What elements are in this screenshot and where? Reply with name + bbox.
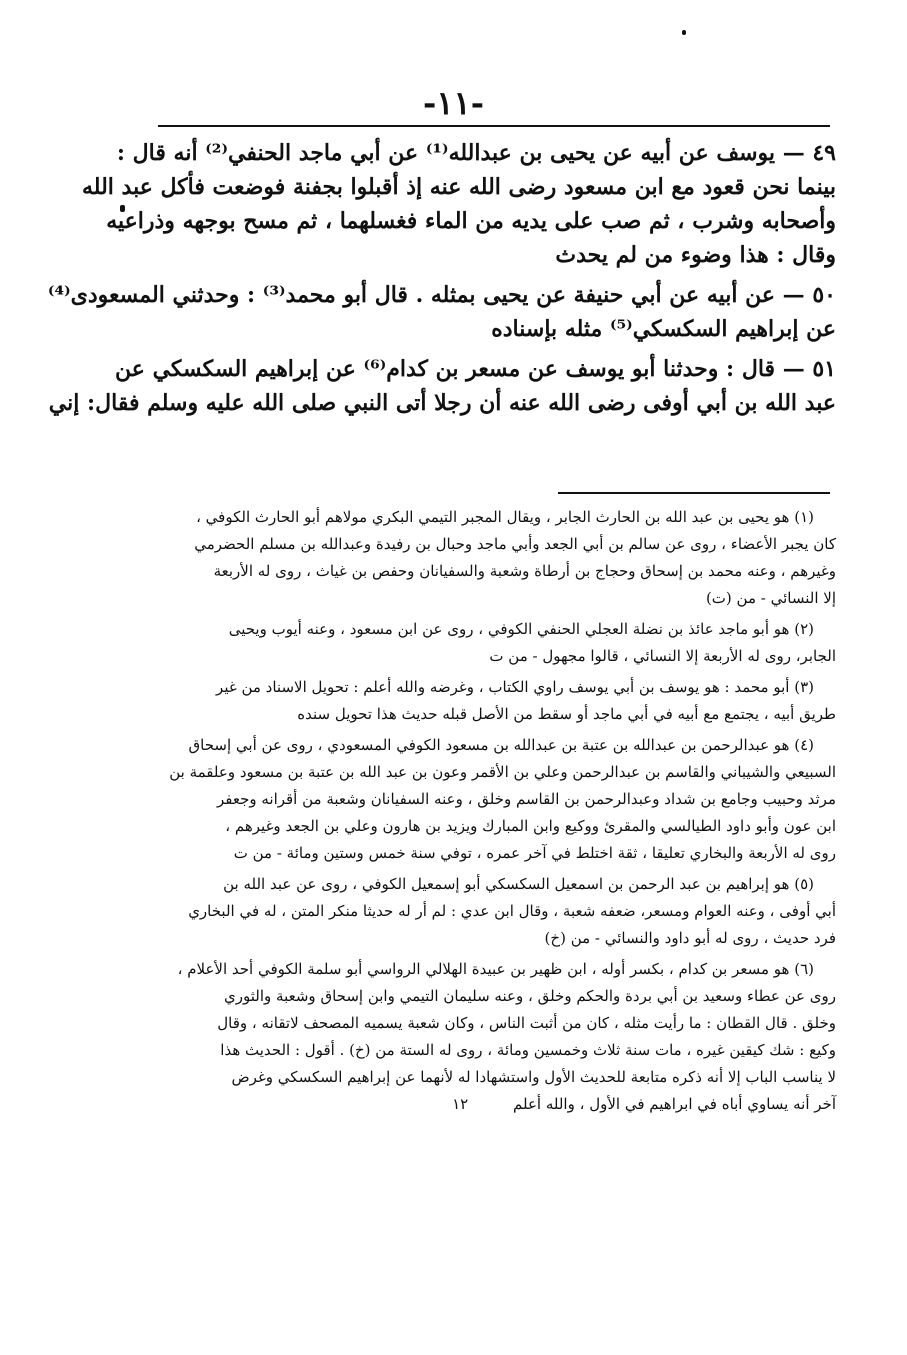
footnote-line: (١) هو يحيى بن عبد الله بن الحارث الجابر ، ويقال المجبر التيمي البكري مولاهم أبو الحارث الكوفي ، — [196, 508, 814, 526]
main-line: عن إبراهيم السكسكي⁽⁵⁾ مثله بإسناده — [491, 316, 836, 342]
main-line: بينما نحن قعود مع ابن مسعود رضى الله عنه إذ أقبلوا بجفنة فوضعت فأكل عبد الله — [82, 174, 836, 200]
footnote-line: طريق أبيه ، يجتمع مع أبيه في أبي ماجد أو سقط من الأصل قبله حديث هذا تحويل سنده — [297, 705, 836, 723]
footnote-line: إلا النسائي - من (ت) — [705, 589, 836, 607]
footnote-5 — [112, 871, 836, 952]
footnote-6 — [112, 956, 836, 1118]
main-line: وقال : هذا وضوء من لم يحدث — [555, 242, 836, 268]
footnote-1 — [112, 504, 836, 612]
footnote-line: (٥) هو إبراهيم بن عبد الرحمن بن اسمعيل السكسكي أبو إسمعيل الكوفي ، روى عن عبد الله بن — [223, 875, 814, 893]
speck-mark — [682, 30, 686, 35]
footnote-4 — [112, 732, 836, 867]
footnote-line: السبيعي والشيباني والقاسم بن عبدالرحمن وعلي بن الأقمر وعون بن عبد الله بن عتبة بن مسعود وعلقمة بن — [169, 763, 836, 781]
main-line: ٥٠ — عن أبيه عن أبي حنيفة عن يحيى بمثله . قال أبو محمد⁽³⁾ : وحدثني المسعودى⁽⁴⁾ — [47, 282, 836, 308]
footnote-line: (٦) هو مسعر بن كدام ، بكسر أوله ، ابن ظهير بن عبيدة الهلالي الرواسي أبو سلمة الكوفي أحد الأعلام ، — [177, 960, 814, 978]
footnote-rule — [558, 492, 830, 494]
main-line: ٥١ — قال : وحدثنا أبو يوسف عن مسعر بن كدام⁽⁶⁾ عن إبراهيم السكسكي عن — [115, 356, 836, 382]
hadith-49 — [82, 136, 836, 272]
main-line: ٤٩ — يوسف عن أبيه عن يحيى بن عبدالله⁽¹⁾ عن أبي ماجد الحنفي⁽²⁾ أنه قال : — [116, 140, 836, 166]
footnote-line: لا يناسب الباب إلا أنه ذكره متابعة للحديث الأول واستشهادا له لأنهما عن إبراهيم السكسكي وغرض — [231, 1068, 836, 1086]
footnote-line: وكيع : شك كيقين غيره ، مات سنة ثلاث وخمسين ومائة ، روى له الستة من (خ) . أقول : الحديث هذا — [220, 1041, 836, 1059]
footnote-line: روى له الأربعة والبخاري تعليقا ، ثقة اختلط في آخر عمره ، توفي سنة خمس وستين ومائة - من ت — [233, 844, 836, 862]
footnote-line: (٤) هو عبدالرحمن بن عبدالله بن عتبة بن عبدالله بن مسعود الكوفي المسعودي ، روى عن أبي إسحاق — [188, 736, 814, 754]
footnote-line: فرد حديث ، روى له أبو داود والنسائي - من (خ) — [544, 929, 836, 947]
main-line: عبد الله بن أبي أوفى رضى الله عنه أن رجلا أتى النبي صلى الله عليه وسلم فقال: إني — [48, 390, 836, 416]
footnote-line: مرثد وحبيب وجامع بن شداد وعبدالرحمن بن القاسم وخلق ، وعنه السفيانان وشعبة من أقرانه وجعفر — [216, 790, 836, 808]
page-signature: ١٢ — [452, 1095, 469, 1113]
footnote-last-line — [112, 1091, 836, 1118]
footnote-3 — [112, 674, 836, 728]
footnote-line: الجابر، روى له الأربعة إلا النسائي ، قالوا مجهول - من ت — [489, 647, 836, 665]
footnote-line: (٣) أبو محمد : هو يوسف بن أبي يوسف راوي الكتاب ، وغرضه والله أعلم : تحويل الاسناد من غير — [216, 678, 814, 696]
main-line: وأصحابه وشرب ، ثم صب على يديه من الماء فغسلهما ، ثم مسح بوجهه وذراعيه — [106, 208, 836, 234]
footnote-line: روى عن عطاء وسعيد بن أبي بردة والحكم وخلق ، وعنه سليمان التيمي وابن إسحاق وشعبة والثوري — [224, 987, 836, 1005]
footnotes — [112, 504, 836, 1118]
header-rule — [158, 125, 830, 127]
footnote-2 — [112, 616, 836, 670]
hadith-51 — [48, 352, 836, 420]
footnote-line: (٢) هو أبو ماجد عائذ بن نضلة العجلي الحنفي الكوفي ، روى عن ابن مسعود ، وعنه أيوب ويحيى — [228, 620, 814, 638]
footnote-line-text: آخر أنه يساوي أباه في ابراهيم في الأول ، والله أعلم — [513, 1095, 836, 1113]
footnote-line: ابن عون وأبو داود الطيالسي والمقرئ ووكيع وابن المبارك ويزيد بن هارون وعلي بن الجعد وغيرهم ، — [225, 817, 836, 835]
footnote-line: أبي أوفى ، وعنه العوام ومسعر، ضعفه شعبة ، وقال ابن عدي : لم أر له حديثا منكر المتن ، له في البخاري — [188, 902, 836, 920]
footnote-line: وخلق . قال القطان : ما رأيت مثله ، كان من أثبت الناس ، وكان شعبة يسميه المصحف لاتقانه ، وقال — [217, 1014, 836, 1032]
footnote-line: وغيرهم ، وعنه محمد بن إسحاق وحجاج بن أرطاة وشعبة والسفيانان وحفص بن غياث ، روى له الأربعة — [213, 562, 836, 580]
main-text — [47, 136, 836, 420]
hadith-50 — [47, 278, 836, 346]
page-number: -١١- — [423, 84, 484, 122]
footnote-line: كان يجبر الأعضاء ، روى عن سالم بن أبي الجعد وأبي ماجد وحبال بن رفيدة وعبدالله بن مسلم الحضرمي — [194, 535, 836, 553]
